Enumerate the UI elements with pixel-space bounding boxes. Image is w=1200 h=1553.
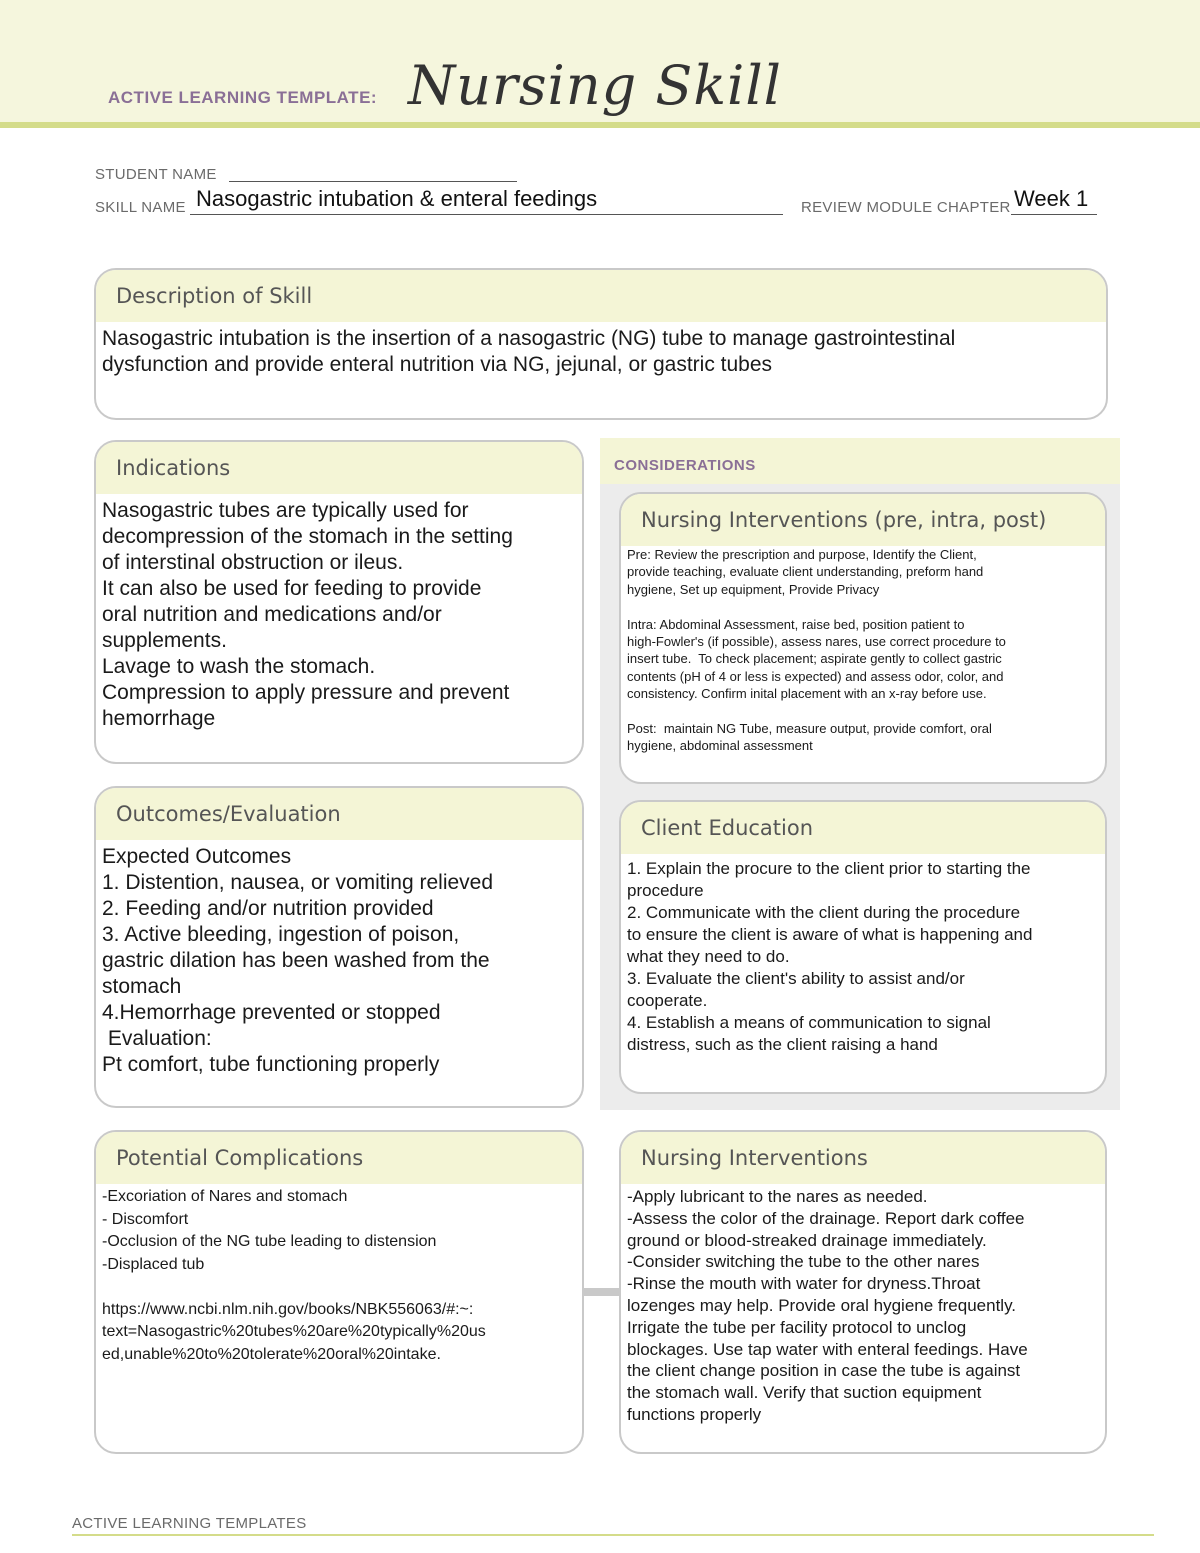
footer-rule bbox=[72, 1534, 1154, 1536]
complications-header bbox=[96, 1132, 582, 1184]
indications-text[interactable]: Nasogastric tubes are typically used for decompression of the stomach in the setting of interstinal obstruction or ileus. It can also be used for feeding to provide oral nutrition and medications and/or supplements. Lavage to wash the stomach. Compression to apply pressure and prevent hemorrhage bbox=[102, 499, 513, 730]
nursing-interventions-header bbox=[621, 1132, 1105, 1184]
nursing-interventions-ppp-title: Nursing Interventions (pre, intra, post) bbox=[641, 508, 1047, 532]
skill-name-line bbox=[190, 214, 783, 215]
complications-text[interactable]: -Excoriation of Nares and stomach - Discomfort -Occlusion of the NG tube leading to distension -Displaced tub https://www.ncbi.nlm.nih.gov/books/NBK556063/#:~: text=Nasogastric%20tubes%20are%20typically%20us ed,unable%20to%20tolerate%20oral%20intake. bbox=[102, 1188, 486, 1363]
template-label: ACTIVE LEARNING TEMPLATE: bbox=[108, 88, 378, 107]
outcomes-title: Outcomes/Evaluation bbox=[116, 802, 341, 826]
review-module-chapter-field[interactable]: Week 1 bbox=[1014, 186, 1089, 211]
indications-header bbox=[96, 442, 582, 494]
client-education-box bbox=[619, 800, 1107, 1094]
outcomes-header bbox=[96, 788, 582, 840]
box-connector bbox=[584, 1288, 620, 1296]
complications-title: Potential Complications bbox=[116, 1146, 364, 1170]
review-module-chapter-label: REVIEW MODULE CHAPTER bbox=[801, 199, 1011, 216]
client-education-text[interactable]: 1. Explain the procure to the client prior to starting the procedure 2. Communicate with the client during the procedure to ensure the client is aware of what is happening and what they need to do. 3. Evaluate the client's ability to assist and/or cooperate. 4. Establish a means of communication to signal distress, such as the client raising a hand bbox=[627, 859, 1033, 1054]
outcomes-text[interactable]: Expected Outcomes 1. Distention, nausea, or vomiting relieved 2. Feeding and/or nutrition provided 3. Active bleeding, ingestion of poison, gastric dilation has been washed from the stomach 4.Hemorrhage prevented or stopped Evaluation: Pt comfort, tube functioning properly bbox=[102, 845, 494, 1076]
footer-label: ACTIVE LEARNING TEMPLATES bbox=[72, 1515, 307, 1532]
description-header bbox=[96, 270, 1106, 322]
nursing-interventions-title: Nursing Interventions bbox=[641, 1146, 868, 1170]
nursing-interventions-ppp-box bbox=[619, 492, 1107, 784]
description-text[interactable]: Nasogastric intubation is the insertion of a nasogastric (NG) tube to manage gastrointestinal dysfunction and provide enteral nutrition via NG, jejunal, or gastric tubes bbox=[102, 327, 956, 376]
outcomes-box bbox=[94, 786, 584, 1108]
considerations-label: CONSIDERATIONS bbox=[614, 457, 756, 474]
client-education-header bbox=[621, 802, 1105, 854]
nursing-interventions-ppp-header bbox=[621, 494, 1105, 546]
nursing-interventions-text[interactable]: -Apply lubricant to the nares as needed. -Assess the color of the drainage. Report dark coffee ground or blood-streaked drainage immediately. -Consider switching the tube to the other nares -Rinse the mouth with water for dryness.Throat lozenges may help. Provide oral hygiene frequently. Irrigate the tube per facility protocol to unclog blockages. Use tap water with enteral feedings. Have the client change position in case the tube is against the stomach wall. Verify that suction equipment functions properly bbox=[627, 1187, 1028, 1424]
description-title: Description of Skill bbox=[116, 284, 313, 308]
nursing-interventions-ppp-text[interactable]: Pre: Review the prescription and purpose, Identify the Client, provide teaching, evaluate client understanding, preform hand hygiene, Set up equipment, Provide Privacy Intra: Abdominal Assessment, raise bed, position patient to high-Fowler's (if possible), assess nares, use correct procedure to insert tube. To check placement; aspirate gently to collect gastric contents (pH of 4 or less is expected) and assess odor, color, and consistency. Confirm inital placement with an x-ray before use. Post: maintain NG Tube, measure output, provide comfort, oral hygiene, abdominal assessment bbox=[627, 547, 1006, 754]
nursing-interventions-box bbox=[619, 1130, 1107, 1454]
student-name-label: STUDENT NAME bbox=[95, 166, 217, 183]
indications-title: Indications bbox=[116, 456, 231, 480]
skill-name-field[interactable]: Nasogastric intubation & enteral feedings bbox=[196, 186, 598, 211]
student-name-line bbox=[229, 181, 517, 182]
complications-box bbox=[94, 1130, 584, 1454]
skill-name-label: SKILL NAME bbox=[95, 199, 186, 216]
header-rule bbox=[0, 122, 1200, 128]
client-education-title: Client Education bbox=[641, 816, 814, 840]
chapter-line bbox=[1011, 214, 1097, 215]
page-title: Nursing Skill bbox=[408, 54, 782, 117]
indications-box bbox=[94, 440, 584, 764]
description-box bbox=[94, 268, 1108, 420]
